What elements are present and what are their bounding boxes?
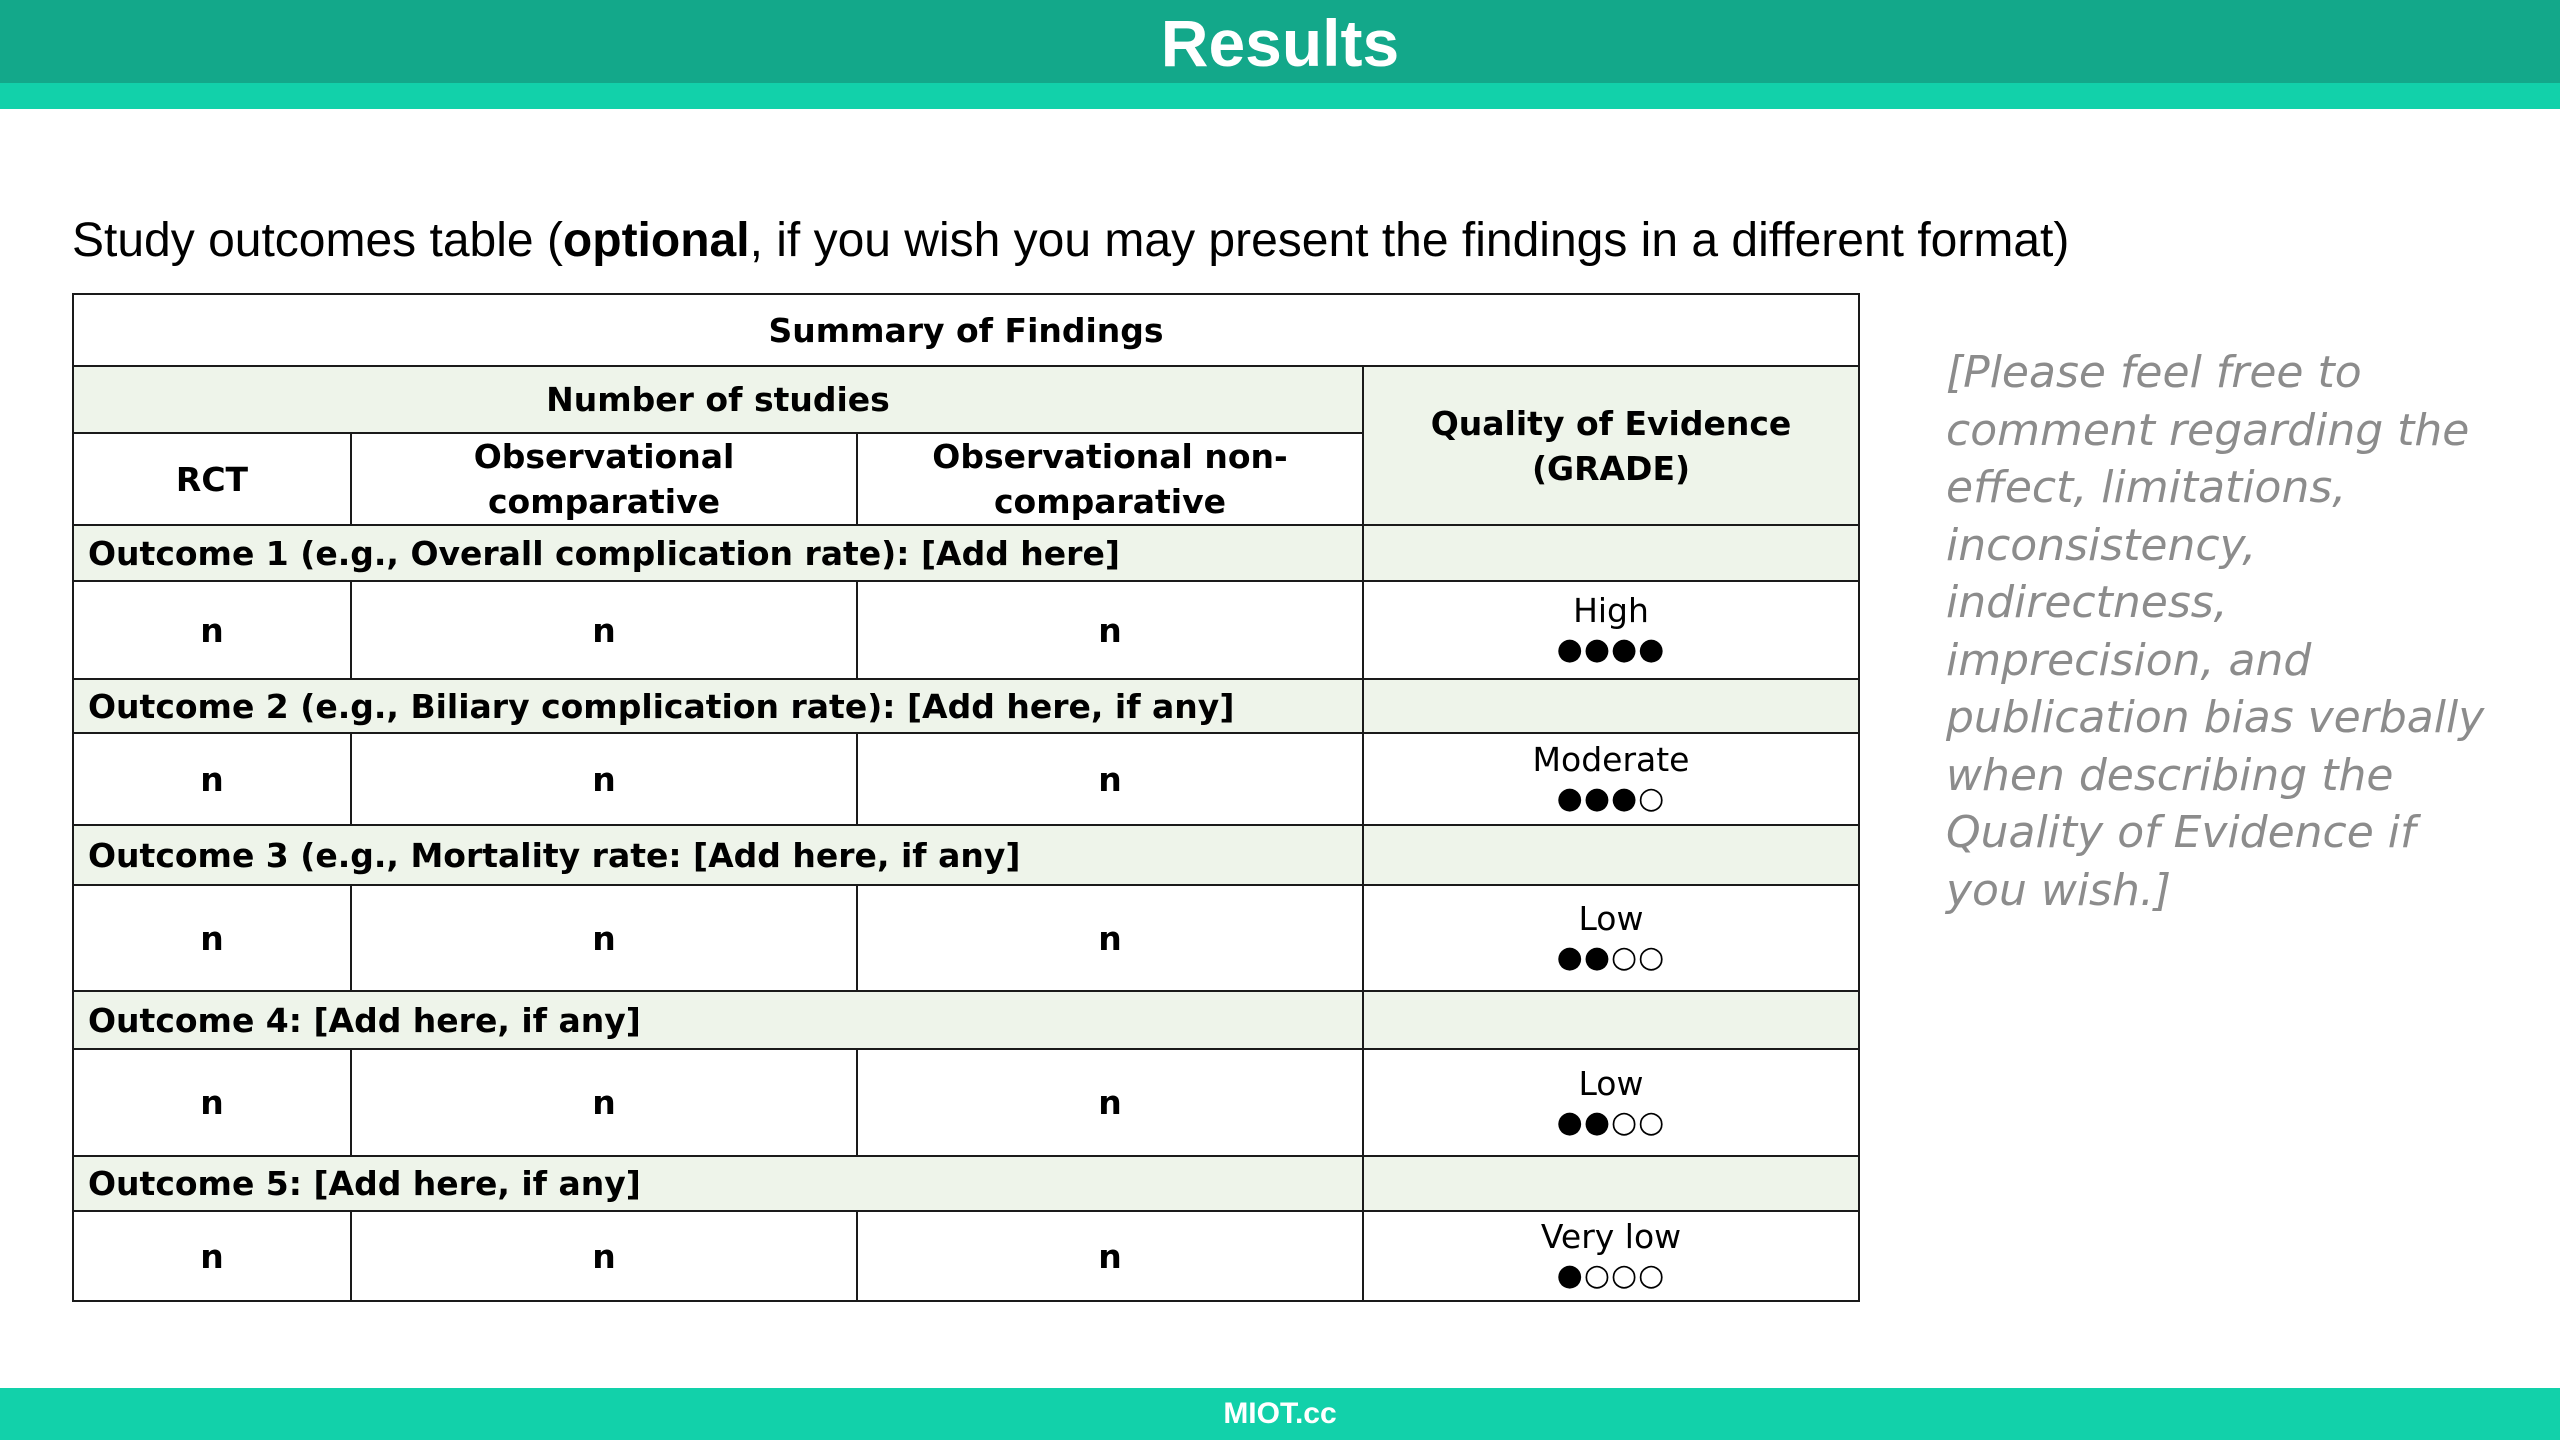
grade-label: Low	[1578, 1063, 1644, 1103]
cell-observational-comparative-count: n	[351, 733, 857, 825]
intro-suffix: , if you wish you may present the findings in a different format)	[749, 214, 2070, 267]
cell-observational-comparative-count: n	[351, 1211, 857, 1301]
cell-observational-comparative-count: n	[351, 885, 857, 991]
outcome-grade-spacer	[1363, 679, 1859, 733]
outcome-label-2: Outcome 2 (e.g., Biliary complication rate): [Add here, if any]	[73, 679, 1363, 733]
intro-text	[72, 208, 2069, 274]
grade-dots-icon: ●●○○	[1556, 940, 1666, 975]
column-header-observational-non-comparative: Observational non-comparative	[857, 433, 1363, 525]
outcome-grade-spacer	[1363, 825, 1859, 885]
cell-observational-non-comparative-count: n	[857, 1211, 1363, 1301]
column-header-observational-comparative: Observational comparative	[351, 433, 857, 525]
intro-prefix: Study outcomes table (	[72, 214, 563, 267]
outcome-grade-spacer	[1363, 525, 1859, 581]
grade-label: Moderate	[1532, 740, 1690, 779]
summary-of-findings-table	[72, 293, 1860, 1302]
page-title: Results	[1160, 6, 1400, 80]
grade-dots-icon: ●●●○	[1556, 781, 1666, 816]
cell-rct-count: n	[73, 1211, 351, 1301]
comment-note: [Please feel free to comment regarding the effect, limitations, inconsistency, indirectness, imprecision, and publication bias verbally when describing the Quality of Evidence if you wish.]	[1946, 347, 2485, 916]
grade-dots-icon: ●●○○	[1556, 1104, 1666, 1140]
cell-grade	[1363, 581, 1859, 679]
outcome-label-5: Outcome 5: [Add here, if any]	[73, 1156, 1363, 1211]
grade-dots-icon: ●○○○	[1556, 1258, 1666, 1293]
footer-text: MIOT.cc	[1223, 1397, 1337, 1430]
quality-header: Quality of Evidence (GRADE)	[1363, 366, 1859, 525]
header-accent-stripe	[0, 83, 2560, 109]
cell-rct-count: n	[73, 1049, 351, 1156]
cell-grade	[1363, 885, 1859, 991]
grade-label: Low	[1578, 899, 1644, 938]
cell-observational-comparative-count: n	[351, 581, 857, 679]
outcome-label-1: Outcome 1 (e.g., Overall complication rate): [Add here]	[73, 525, 1363, 581]
cell-rct-count: n	[73, 885, 351, 991]
cell-rct-count: n	[73, 733, 351, 825]
cell-grade	[1363, 733, 1859, 825]
grade-label: Very low	[1540, 1217, 1682, 1256]
grade-label: High	[1573, 591, 1649, 630]
column-header-rct: RCT	[73, 433, 351, 525]
outcome-grade-spacer	[1363, 1156, 1859, 1211]
grade-dots-icon: ●●●●	[1556, 632, 1666, 667]
cell-observational-non-comparative-count: n	[857, 733, 1363, 825]
group-header-number-of-studies: Number of studies	[73, 366, 1363, 433]
cell-rct-count: n	[73, 581, 351, 679]
cell-grade	[1363, 1049, 1859, 1156]
intro-bold: optional	[562, 214, 750, 267]
footer-bar	[0, 1388, 2560, 1440]
cell-observational-non-comparative-count: n	[857, 581, 1363, 679]
cell-grade	[1363, 1211, 1859, 1301]
cell-observational-non-comparative-count: n	[857, 885, 1363, 991]
outcome-grade-spacer	[1363, 991, 1859, 1049]
outcome-label-4: Outcome 4: [Add here, if any]	[73, 991, 1363, 1049]
table-title: Summary of Findings	[73, 294, 1859, 366]
cell-observational-non-comparative-count: n	[857, 1049, 1363, 1156]
cell-observational-comparative-count: n	[351, 1049, 857, 1156]
outcome-label-3: Outcome 3 (e.g., Mortality rate: [Add here, if any]	[73, 825, 1363, 885]
